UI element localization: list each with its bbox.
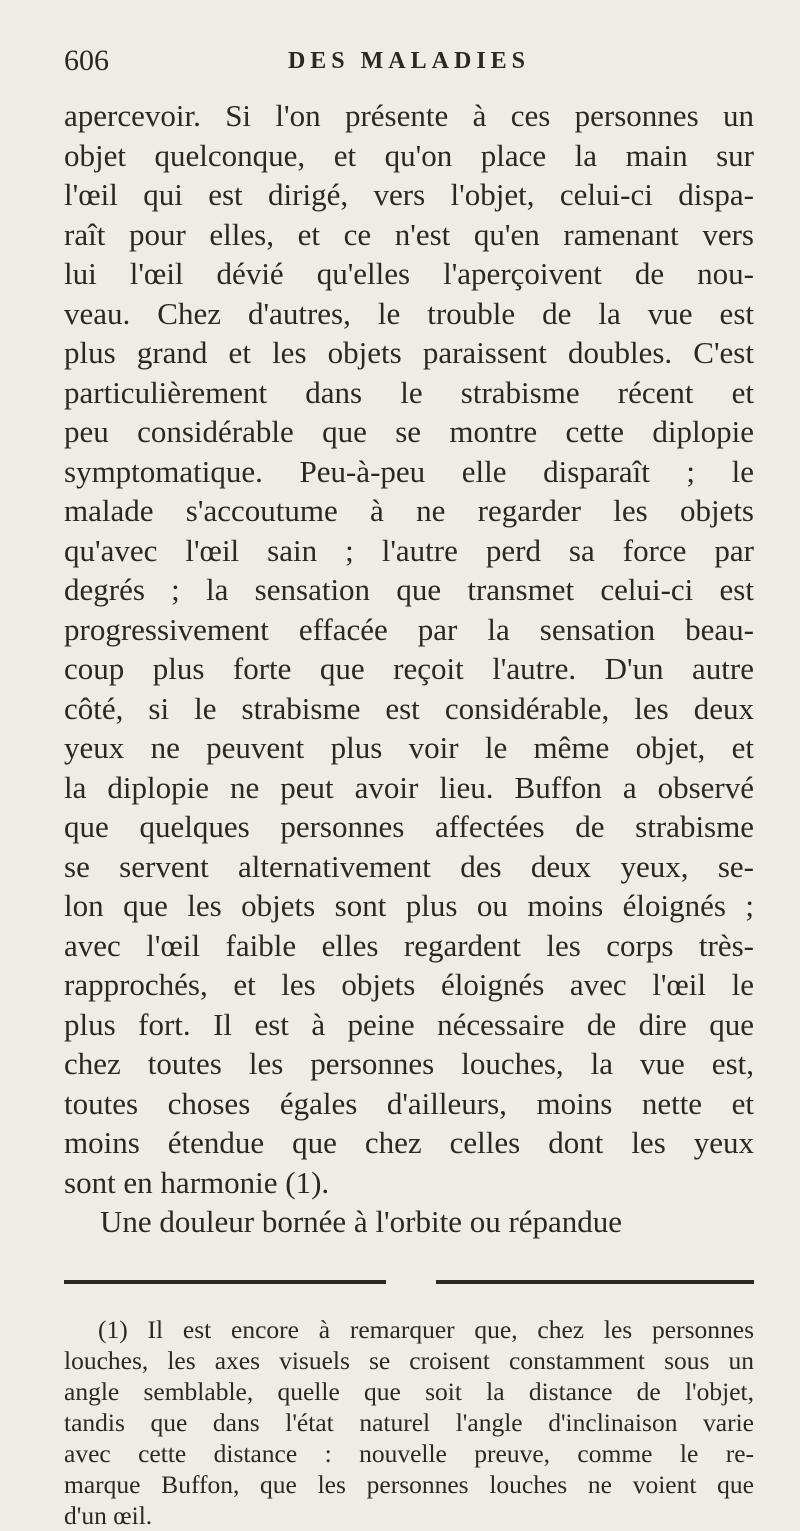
page-header — [64, 44, 754, 96]
footnote-line: tandis que dans l'état naturel l'angle d'inclinaison varie — [64, 1407, 754, 1437]
text-line: Une douleur bornée à l'orbite ou répandue — [100, 1204, 623, 1239]
footnote-line: angle semblable, quelle que soit la distance de l'objet, — [64, 1376, 754, 1406]
text-line: chez toutes les personnes louches, la vue est, — [64, 1046, 754, 1081]
footnote-line: (1) Il est encore à remarquer que, chez les personnes — [98, 1314, 754, 1344]
text-line: objet quelconque, et qu'on place la main sur — [64, 137, 754, 173]
footnote-separator — [64, 1280, 754, 1284]
text-line: plus grand et les objets paraissent doubles. C'est — [64, 335, 754, 370]
text-line: la diplopie ne peut avoir lieu. Buffon a observé — [64, 769, 754, 805]
text-line: plus fort. Il est à peine nécessaire de dire que — [64, 1006, 754, 1042]
text-line: toutes choses égales d'ailleurs, moins nette et — [64, 1085, 754, 1121]
text-line: veau. Chez d'autres, le trouble de la vue est — [64, 295, 754, 331]
text-line: rapprochés, et les objets éloignés avec l'œil le — [64, 967, 754, 1002]
page-number: 606 — [64, 44, 109, 77]
text-line: l'œil qui est dirigé, vers l'objet, celui-ci dispa- — [64, 177, 754, 212]
text-line: coup plus forte que reçoit l'autre. D'un autre — [64, 651, 754, 686]
text-line: peu considérable que se montre cette diplopie — [64, 414, 754, 449]
text-line: apercevoir. Si l'on présente à ces personnes un — [64, 98, 754, 133]
footnote-line: avec cette distance : nouvelle preuve, comme le re- — [64, 1438, 754, 1468]
separator-rule-right — [436, 1280, 754, 1284]
footnote-line: louches, les axes visuels se croisent constamment sous un — [64, 1345, 754, 1375]
text-line: lui l'œil dévié qu'elles l'aperçoivent de nou- — [64, 256, 754, 291]
text-line: avec l'œil faible elles regardent les corps très- — [64, 927, 754, 963]
text-line: particulièrement dans le strabisme récent et — [64, 374, 754, 410]
main-text — [64, 96, 754, 1242]
text-line: progressivement effacée par la sensation beau- — [64, 611, 754, 647]
text-line: côté, si le strabisme est considérable, les deux — [64, 690, 754, 726]
text-line: se servent alternativement des deux yeux, se- — [64, 848, 754, 884]
text-line: moins étendue que chez celles dont les yeux — [64, 1125, 754, 1160]
text-line: yeux ne peuvent plus voir le même objet, et — [64, 730, 754, 765]
footnote — [64, 1314, 754, 1531]
text-line: lon que les objets sont plus ou moins éloignés ; — [64, 888, 754, 923]
text-line: sont en harmonie (1). — [64, 1164, 330, 1200]
footnote-line: d'un œil. — [64, 1500, 153, 1530]
separator-rule-left — [64, 1280, 386, 1284]
text-line: symptomatique. Peu-à-peu elle disparaît ; le — [64, 453, 754, 489]
text-line: degrés ; la sensation que transmet celui-ci est — [64, 572, 754, 607]
text-line: raît pour elles, et ce n'est qu'en ramenant vers — [64, 216, 754, 252]
footnote-line: marque Buffon, que les personnes louches ne voient que — [64, 1469, 754, 1499]
running-title: DES MALADIES — [287, 48, 531, 74]
text-line: que quelques personnes affectées de strabisme — [64, 809, 754, 844]
text-line: malade s'accoutume à ne regarder les objets — [64, 493, 754, 528]
text-line: qu'avec l'œil sain ; l'autre perd sa force par — [64, 532, 754, 568]
